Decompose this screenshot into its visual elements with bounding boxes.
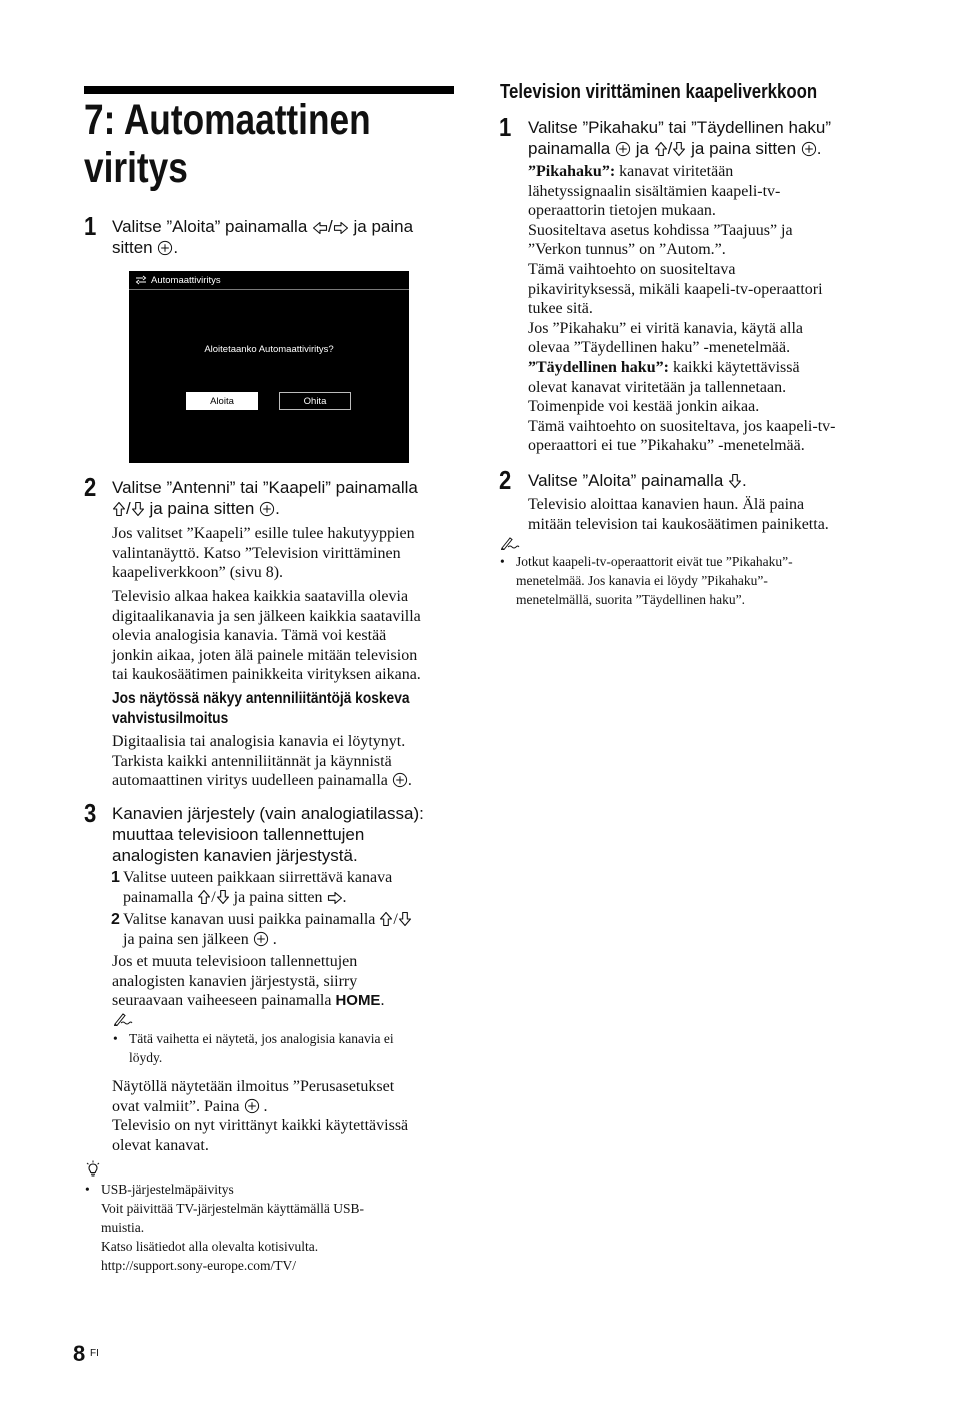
enter-button-icon <box>244 1098 260 1114</box>
step-1-text-c: sitten <box>112 238 153 257</box>
text-line <box>528 162 888 182</box>
step-2-text-b: ja paina sitten <box>149 499 255 518</box>
text-line: Valitse kanavan uusi paikka painamalla / <box>123 910 463 930</box>
tv-title: Automaattiviritys <box>151 275 221 286</box>
text-span: . <box>263 1097 268 1115</box>
step-2-text: Valitse ”Antenni” tai ”Kaapeli” painamalla / ja paina sitten . <box>112 478 418 518</box>
text-line: Valitse uuteen paikkaan siirrettävä kanava <box>123 869 393 886</box>
right-step-2-note: • Jotkut kaapeli-tv-operaattorit eivät tue ”Pikahaku”- menetelmää. Jos kanavia ei löydy ”Pikahaku”- menetelmällä, suorita ”Täydellinen haku”. <box>500 552 880 609</box>
text-span: Valitse ”Aloita” painamalla <box>528 471 724 490</box>
text-line: Tarkista kaikki antenniliitännät ja käynnistä <box>112 752 392 770</box>
text-span: automaattinen viritys uudelleen painamalla <box>112 772 388 790</box>
page-title-text: 7: Automaattinen viritys <box>84 96 371 192</box>
text-line: analogisten kanavien järjestystä. <box>112 846 358 865</box>
step-2-subheading <box>112 689 473 729</box>
text-line: USB-järjestelmäpäivitys <box>101 1182 234 1197</box>
enter-button-icon <box>392 772 408 788</box>
arrow-up-icon <box>379 911 393 927</box>
text-span: ja paina sitten <box>233 888 323 906</box>
text-line: digitaalikanavia ja sen jälkeen kaikkia saatavilla <box>112 607 421 625</box>
substep-number: 2 <box>111 911 120 928</box>
text-line: menetelmää. Jos kanavia ei löydy ”Pikahaku”- <box>516 573 768 588</box>
support-url[interactable]: http://support.sony-europe.com/TV/ <box>101 1258 296 1273</box>
right-step-2-number: 2 <box>499 465 512 495</box>
tv-skip-button[interactable]: Ohita <box>279 392 351 410</box>
step-2-number: 2 <box>84 472 97 502</box>
quick-search-label: ”Pikahaku”: <box>528 163 616 180</box>
right-step-1-number: 1 <box>499 112 512 142</box>
tv-title-divider <box>129 289 409 290</box>
text-line: operaattori ei tue ”Pikahaku” -menetelmää. <box>528 437 805 455</box>
step-1-text-d: . <box>173 238 179 257</box>
step-2-text-c: . <box>275 499 280 518</box>
step-3-number: 3 <box>84 798 97 828</box>
text-line: kaapeliverkkoon” (sivu 8). <box>112 564 284 582</box>
enter-button-icon <box>801 141 817 157</box>
step-1-number: 1 <box>84 211 97 241</box>
text-line: mitään television tai kaukosäätimen painiketta. <box>528 515 829 533</box>
text-line: Jos valitset ”Kaapeli” esille tulee hakutyyppien <box>112 525 415 542</box>
tv-settings-icon <box>135 275 147 286</box>
right-step-1-body <box>528 162 888 456</box>
text-line: Televisio on nyt virittänyt kaikki käytettävissä <box>112 1117 409 1135</box>
home-button-label: HOME <box>335 992 381 1010</box>
arrow-left-icon <box>312 221 328 235</box>
text-line: muuttaa televisioon tallennettujen <box>112 825 365 844</box>
right-step-1-text <box>528 117 888 159</box>
arrow-up-icon <box>654 141 668 157</box>
text-line <box>123 930 463 950</box>
text-line: Näytöllä näytetään ilmoitus ”Perusasetukset <box>112 1078 395 1095</box>
memo-pencil-icon <box>113 1012 133 1026</box>
text-line: lähetyssignaalin sisältämien kaapeli-tv- <box>528 182 781 200</box>
text-line: muistia. <box>101 1220 145 1235</box>
text-span: kaikki käytettävissä <box>672 358 800 376</box>
text-span: Valitse kanavan uusi paikka painamalla <box>123 911 376 928</box>
step-3-paragraph-2 <box>112 1077 462 1155</box>
text-span: . <box>742 471 747 490</box>
enter-button-icon <box>615 141 631 157</box>
step-3-text <box>112 803 462 866</box>
text-line: Valitse ”Pikahaku” tai ”Täydellinen haku” <box>528 118 831 137</box>
text-line <box>112 991 462 1011</box>
text-line: menetelmällä, suorita ”Täydellinen haku”. <box>516 592 746 607</box>
text-line: Toimenpide voi kestää jonkin aikaa. <box>528 398 760 416</box>
text-line: operaattorin tietojen mukaan. <box>528 202 716 220</box>
text-line: löydy. <box>129 1050 163 1065</box>
text-line: vahvistusilmoitus <box>112 710 229 727</box>
arrow-down-icon <box>672 141 686 157</box>
substep-number: 1 <box>111 869 120 886</box>
text-line: Tätä vaihetta ei näytetä, jos analogisia kanavia ei <box>129 1031 394 1046</box>
step-3-note: • Tätä vaihetta ei näytetä, jos analogisia kanavia ei löydy. <box>113 1029 453 1067</box>
text-line: Jos et muuta televisioon tallennettujen <box>112 953 358 970</box>
arrow-down-icon <box>398 911 412 927</box>
tv-start-button[interactable]: Aloita <box>186 392 258 410</box>
text-line <box>112 771 462 791</box>
text-line: olevat kanavat. <box>112 1136 209 1154</box>
text-span: ja paina sen jälkeen <box>123 930 249 948</box>
text-line: jonkin aikaa, joten älä painele mitään television <box>112 646 418 664</box>
step-2-paragraph-3 <box>112 732 462 791</box>
enter-button-icon <box>253 931 269 947</box>
text-line: painamalla / ja paina sitten . <box>123 888 347 906</box>
step-2-paragraph-2 <box>112 587 462 685</box>
text-line: Televisio alkaa hakea kaikkia saatavilla olevia <box>112 588 409 605</box>
text-line: analogisten kanavien järjestystä, siirry <box>112 972 358 990</box>
title-rule <box>84 86 454 94</box>
text-span: painamalla <box>528 139 611 158</box>
step-1-text-a: Valitse ”Aloita” painamalla <box>112 217 308 236</box>
text-line <box>528 358 888 378</box>
arrow-right-icon <box>333 221 349 235</box>
text-line: Tämä vaihtoehto on suositeltava <box>528 260 736 278</box>
text-span: . <box>407 772 412 790</box>
arrow-down-icon <box>131 501 145 517</box>
text-line: painamalla ja / ja paina sitten . <box>528 139 822 158</box>
arrow-up-icon <box>197 889 211 905</box>
memo-pencil-icon <box>500 536 520 550</box>
step-2-paragraph-1 <box>112 524 462 583</box>
text-line: olevat kanavat viritetään ja tallennetaan. <box>528 378 787 396</box>
right-step-2-text <box>528 470 888 491</box>
text-span: seuraavaan vaiheeseen painamalla <box>112 992 332 1010</box>
tv-screen-illustration <box>129 271 409 463</box>
section-heading: Television virittäminen kaapeliverkkoon <box>500 81 818 103</box>
text-span: . <box>342 888 347 906</box>
step-1-text-b: ja paina <box>353 217 414 236</box>
text-line: Digitaalisia tai analogisia kanavia ei löytynyt. <box>112 733 406 750</box>
text-line <box>112 1097 462 1117</box>
text-line: Jos näytössä näkyy antenniliitäntöjä koskeva <box>112 690 410 707</box>
text-span: . <box>816 139 822 158</box>
tv-question: Aloitetaanko Automaattiviritys? <box>204 344 334 355</box>
text-line: Suositeltava asetus kohdissa ”Taajuus” ja <box>528 221 793 239</box>
text-line: pikavirityksessä, mikäli kaapeli-tv-operaattori <box>528 280 823 298</box>
text-line: Jos ”Pikahaku” ei viritä kanavia, käytä alla <box>528 319 804 337</box>
arrow-down-icon <box>728 473 742 489</box>
step-2-text-a: Valitse ”Antenni” tai ”Kaapeli” painamalla <box>112 478 418 497</box>
step-1-text: Valitse ”Aloita” painamalla / ja paina sitten . <box>112 217 414 257</box>
text-line: ”Verkon tunnus” on ”Autom.”. <box>528 241 726 259</box>
text-span: . <box>380 992 385 1010</box>
text-line: valintanäyttö. Katso ”Television virittäminen <box>112 544 401 562</box>
right-step-2-body <box>528 495 888 534</box>
full-search-label: ”Täydellinen haku”: <box>528 358 669 376</box>
text-span: ovat valmiit”. Paina <box>112 1097 240 1115</box>
text-line: tukee sitä. <box>528 300 593 318</box>
text-span: ja <box>635 139 649 158</box>
text-span: . <box>272 930 277 948</box>
text-line: Voit päivittää TV-järjestelmän käyttämällä USB- <box>101 1201 364 1216</box>
text-span: ja paina sitten <box>691 139 797 158</box>
arrow-right-icon <box>327 891 343 905</box>
enter-button-icon <box>157 240 173 256</box>
text-line: Kanavien järjestely (vain analogiatilassa): <box>112 804 424 823</box>
tip-lightbulb-icon <box>85 1160 101 1178</box>
page-number: 8 <box>73 1341 86 1366</box>
arrow-down-icon <box>216 889 230 905</box>
text-line: Jotkut kaapeli-tv-operaattorit eivät tue ”Pikahaku”- <box>516 554 793 569</box>
step-3-paragraph-1 <box>112 952 462 1011</box>
page-title <box>84 96 494 192</box>
tip-block: • USB-järjestelmäpäivitys Voit päivittää TV-järjestelmän käyttämällä USB- muistia. Katso lisätiedot alla olevalta kotisivulta. http://support.sony-europe.com/TV/ <box>85 1180 445 1275</box>
text-line: Televisio aloittaa kanavien haun. Älä paina <box>528 496 805 513</box>
text-line: olevia analogisia kanavia. Tämä voi kestää <box>112 627 387 645</box>
text-line: Tämä vaihtoehto on suositeltava, jos kaapeli-tv- <box>528 417 836 435</box>
page-language: FI <box>90 1348 99 1359</box>
text-line: tai kaukosäätimen painikkeita virityksen aikana. <box>112 666 421 684</box>
text-line: Katso lisätiedot alla olevalta kotisivulta. <box>101 1239 319 1254</box>
arrow-up-icon <box>112 501 126 517</box>
text-span: painamalla <box>123 888 194 906</box>
text-span: kanavat viritetään <box>619 163 734 180</box>
enter-button-icon <box>259 501 275 517</box>
text-line: olevaa ”Täydellinen haku” -menetelmää. <box>528 339 791 357</box>
